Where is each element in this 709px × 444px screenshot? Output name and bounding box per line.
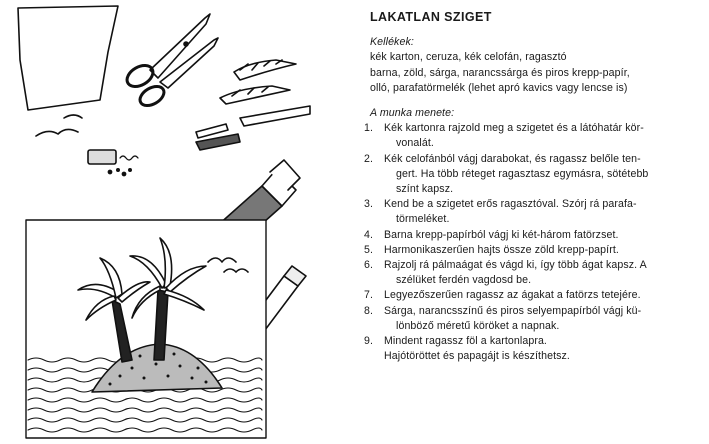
step-number: 5.	[364, 243, 374, 256]
procedure-heading: A munka menete:	[370, 107, 455, 120]
step-text-line: Barna krepp-papírból vágj ki két-három fatörzset.	[384, 228, 619, 241]
scissors-icon	[123, 14, 218, 109]
step-text-line: Rajzolj rá pálmaágat és vágd ki, így több ágat kapsz. A	[384, 259, 647, 272]
step-text-line: Kék kartonra rajzold meg a szigetet és a látóhatár kör-	[384, 122, 644, 135]
procedure-steps	[358, 121, 706, 349]
procedure-step	[358, 228, 706, 243]
step-text-line: lönböző méretű köröket a napnak.	[396, 319, 560, 332]
cork-pieces-icon	[88, 150, 138, 176]
step-text-line: vonalát.	[396, 137, 434, 150]
step-text-line: Legyezőszerűen ragassz az ágakat a fatörzs tetejére.	[384, 289, 641, 302]
step-number: 4.	[364, 228, 374, 241]
step-text-line: szélüket ferdén vagdosd be.	[396, 274, 532, 287]
materials-line: olló, parafatörmelék (lehet apró kavics vagy lencse is)	[370, 81, 628, 94]
step-text-line: Kend be a szigetet erős ragasztóval. Szórj rá parafa-	[384, 198, 637, 211]
procedure-step	[358, 304, 706, 334]
procedure-step	[358, 288, 706, 303]
step-number: 9.	[364, 335, 374, 348]
procedure-step	[358, 258, 706, 288]
procedure-step	[358, 243, 706, 258]
step-number: 1.	[364, 122, 374, 135]
instructions-column	[358, 6, 706, 364]
step-number: 3.	[364, 198, 374, 211]
procedure-step	[358, 197, 706, 227]
island-picture-icon	[26, 220, 266, 438]
step-text-line: törmeléket.	[396, 213, 450, 226]
paper-sheet-icon	[18, 6, 118, 110]
step-text-line: Sárga, narancsszínű és piros selyempapírból vágj kü-	[384, 304, 642, 317]
step-text-line: Harmonikaszerűen hajts össze zöld krepp-papírt.	[384, 243, 619, 256]
materials-line: kék karton, ceruza, kék celofán, ragasztó	[370, 51, 567, 64]
step-number: 6.	[364, 259, 374, 272]
step-text-line: Kék celofánból vágj darabokat, és ragassz belőle ten-	[384, 152, 641, 165]
materials-line: barna, zöld, sárga, narancssárga és piros krepp-papír,	[370, 66, 630, 79]
illustration	[0, 0, 350, 444]
step-text-line: gert. Ha több réteget ragasztasz egymásra, sötétebb	[396, 167, 649, 180]
procedure-step	[358, 121, 706, 151]
step-number: 8.	[364, 304, 374, 317]
procedure-step	[358, 152, 706, 198]
page-title: LAKATLAN SZIGET	[370, 10, 492, 24]
step-text-line: színt kapsz.	[396, 183, 454, 196]
step-text-line: Mindent ragassz föl a kartonlapra.	[384, 335, 547, 348]
procedure-step	[358, 334, 706, 349]
step-number: 2.	[364, 152, 374, 165]
materials-heading: Kellékek:	[370, 36, 414, 49]
step-number: 7.	[364, 289, 374, 302]
extra-note: Hajótöröttet és papagájt is készíthetsz.	[384, 350, 570, 363]
